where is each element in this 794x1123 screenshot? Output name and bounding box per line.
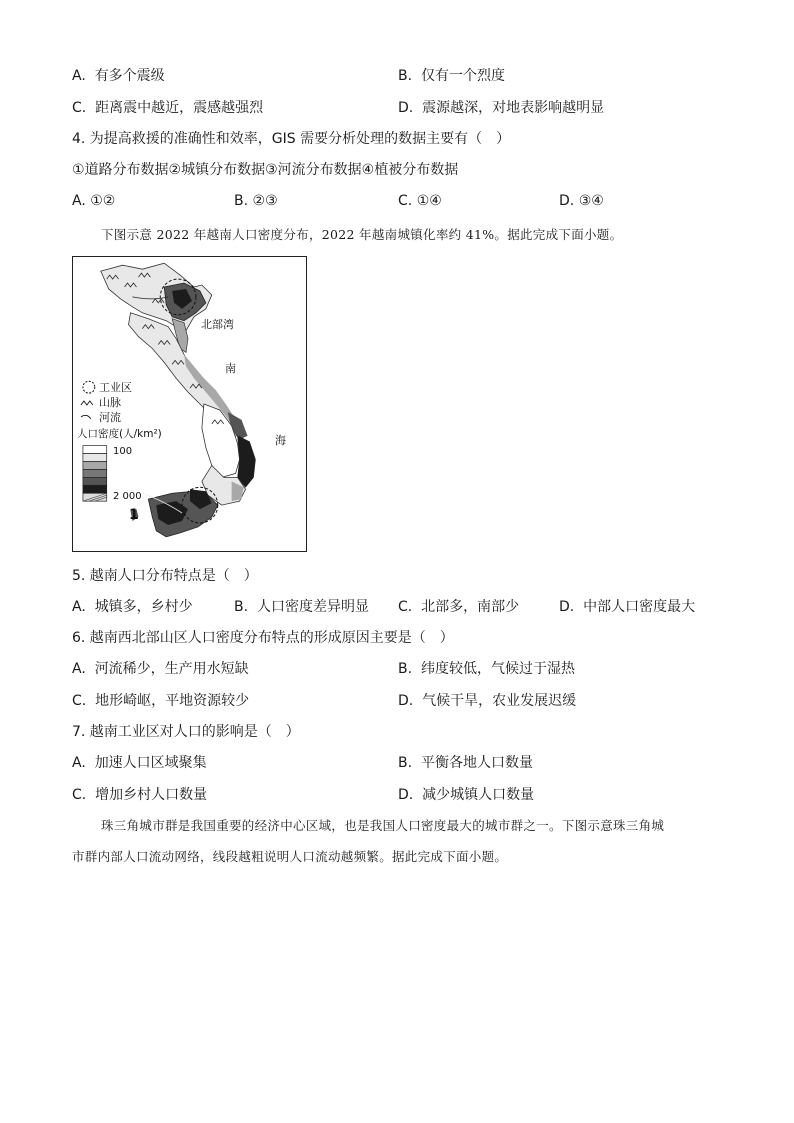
map-label-sea: 海 xyxy=(275,434,286,447)
q7-option-d: D. 减少城镇人口数量 xyxy=(398,787,535,803)
q7-option-c: C. 增加乡村人口数量 xyxy=(72,787,208,803)
q5-option-b: B. 人口密度差异明显 xyxy=(234,599,369,615)
intro-vietnam: 下图示意 2022 年越南人口密度分布，2022 年越南城镇化率约 41%。据此完成下面小题。 xyxy=(101,227,623,242)
intro-prd-line-2: 市群内部人口流动网络，线段越粗说明人口流动越频繁。据此完成下面小题。 xyxy=(72,849,508,864)
q5-option-a: A. 城镇多，乡村少 xyxy=(72,599,193,615)
q3-option-a: A. 有多个震级 xyxy=(72,68,165,84)
q5-option-d: D. 中部人口密度最大 xyxy=(559,599,696,615)
q4-items: ①道路分布数据②城镇分布数据③河流分布数据④植被分布数据 xyxy=(72,162,459,178)
legend-mountain-label: 山脉 xyxy=(99,396,121,409)
q5-option-c: C. 北部多，南部少 xyxy=(398,599,520,615)
q7-option-a: A. 加速人口区域聚集 xyxy=(72,755,207,771)
q6-option-d: D. 气候干旱，农业发展迟缓 xyxy=(398,693,577,709)
legend-density-scale xyxy=(83,446,107,502)
q7-stem: 7. 越南工业区对人口的影响是（ ） xyxy=(72,724,300,740)
intro-prd-line-1: 珠三角城市群是我国重要的经济中心区域，也是我国人口密度最大的城市群之一。下图示意珠三角城 xyxy=(101,818,665,833)
legend-max-value: 2 000 xyxy=(113,491,142,502)
q3-option-b: B. 仅有一个烈度 xyxy=(398,68,505,84)
vietnam-population-density-map xyxy=(72,256,307,552)
q6-option-c: C. 地形崎岖，平地资源较少 xyxy=(72,693,250,709)
map-island-label: 1 xyxy=(129,507,139,523)
q3-option-c: C. 距离震中越近，震感越强烈 xyxy=(72,100,264,116)
q4-option-c: C. ①④ xyxy=(398,193,442,209)
q3-option-d: D. 震源越深，对地表影响越明显 xyxy=(398,100,605,116)
q4-option-a: A. ①② xyxy=(72,193,116,209)
q6-stem: 6. 越南西北部山区人口密度分布特点的形成原因主要是（ ） xyxy=(72,630,454,646)
legend-industrial-icon xyxy=(83,381,95,393)
q4-stem: 4. 为提高救援的准确性和效率，GIS 需要分析处理的数据主要有（ ） xyxy=(72,131,511,147)
q6-option-b: B. 纬度较低，气候过于湿热 xyxy=(398,661,575,677)
map-label-gulf: 北部湾 xyxy=(201,318,234,331)
map-label-south: 南 xyxy=(225,362,236,375)
legend-river-label: 河流 xyxy=(99,411,121,424)
legend-mountain-icon xyxy=(81,401,93,405)
q4-option-b: B. ②③ xyxy=(234,193,278,209)
q4-option-d: D. ③④ xyxy=(559,193,604,209)
legend-min-value: 100 xyxy=(113,446,133,457)
q6-option-a: A. 河流稀少，生产用水短缺 xyxy=(72,661,249,677)
map-south-central-coast xyxy=(238,436,256,488)
legend-industrial-label: 工业区 xyxy=(99,381,132,394)
q5-stem: 5. 越南人口分布特点是（ ） xyxy=(72,568,258,584)
legend-river-icon xyxy=(81,415,91,419)
q7-option-b: B. 平衡各地人口数量 xyxy=(398,755,533,771)
legend-density-title: 人口密度(人/km²) xyxy=(77,428,162,440)
map-central-highlands xyxy=(202,404,240,477)
